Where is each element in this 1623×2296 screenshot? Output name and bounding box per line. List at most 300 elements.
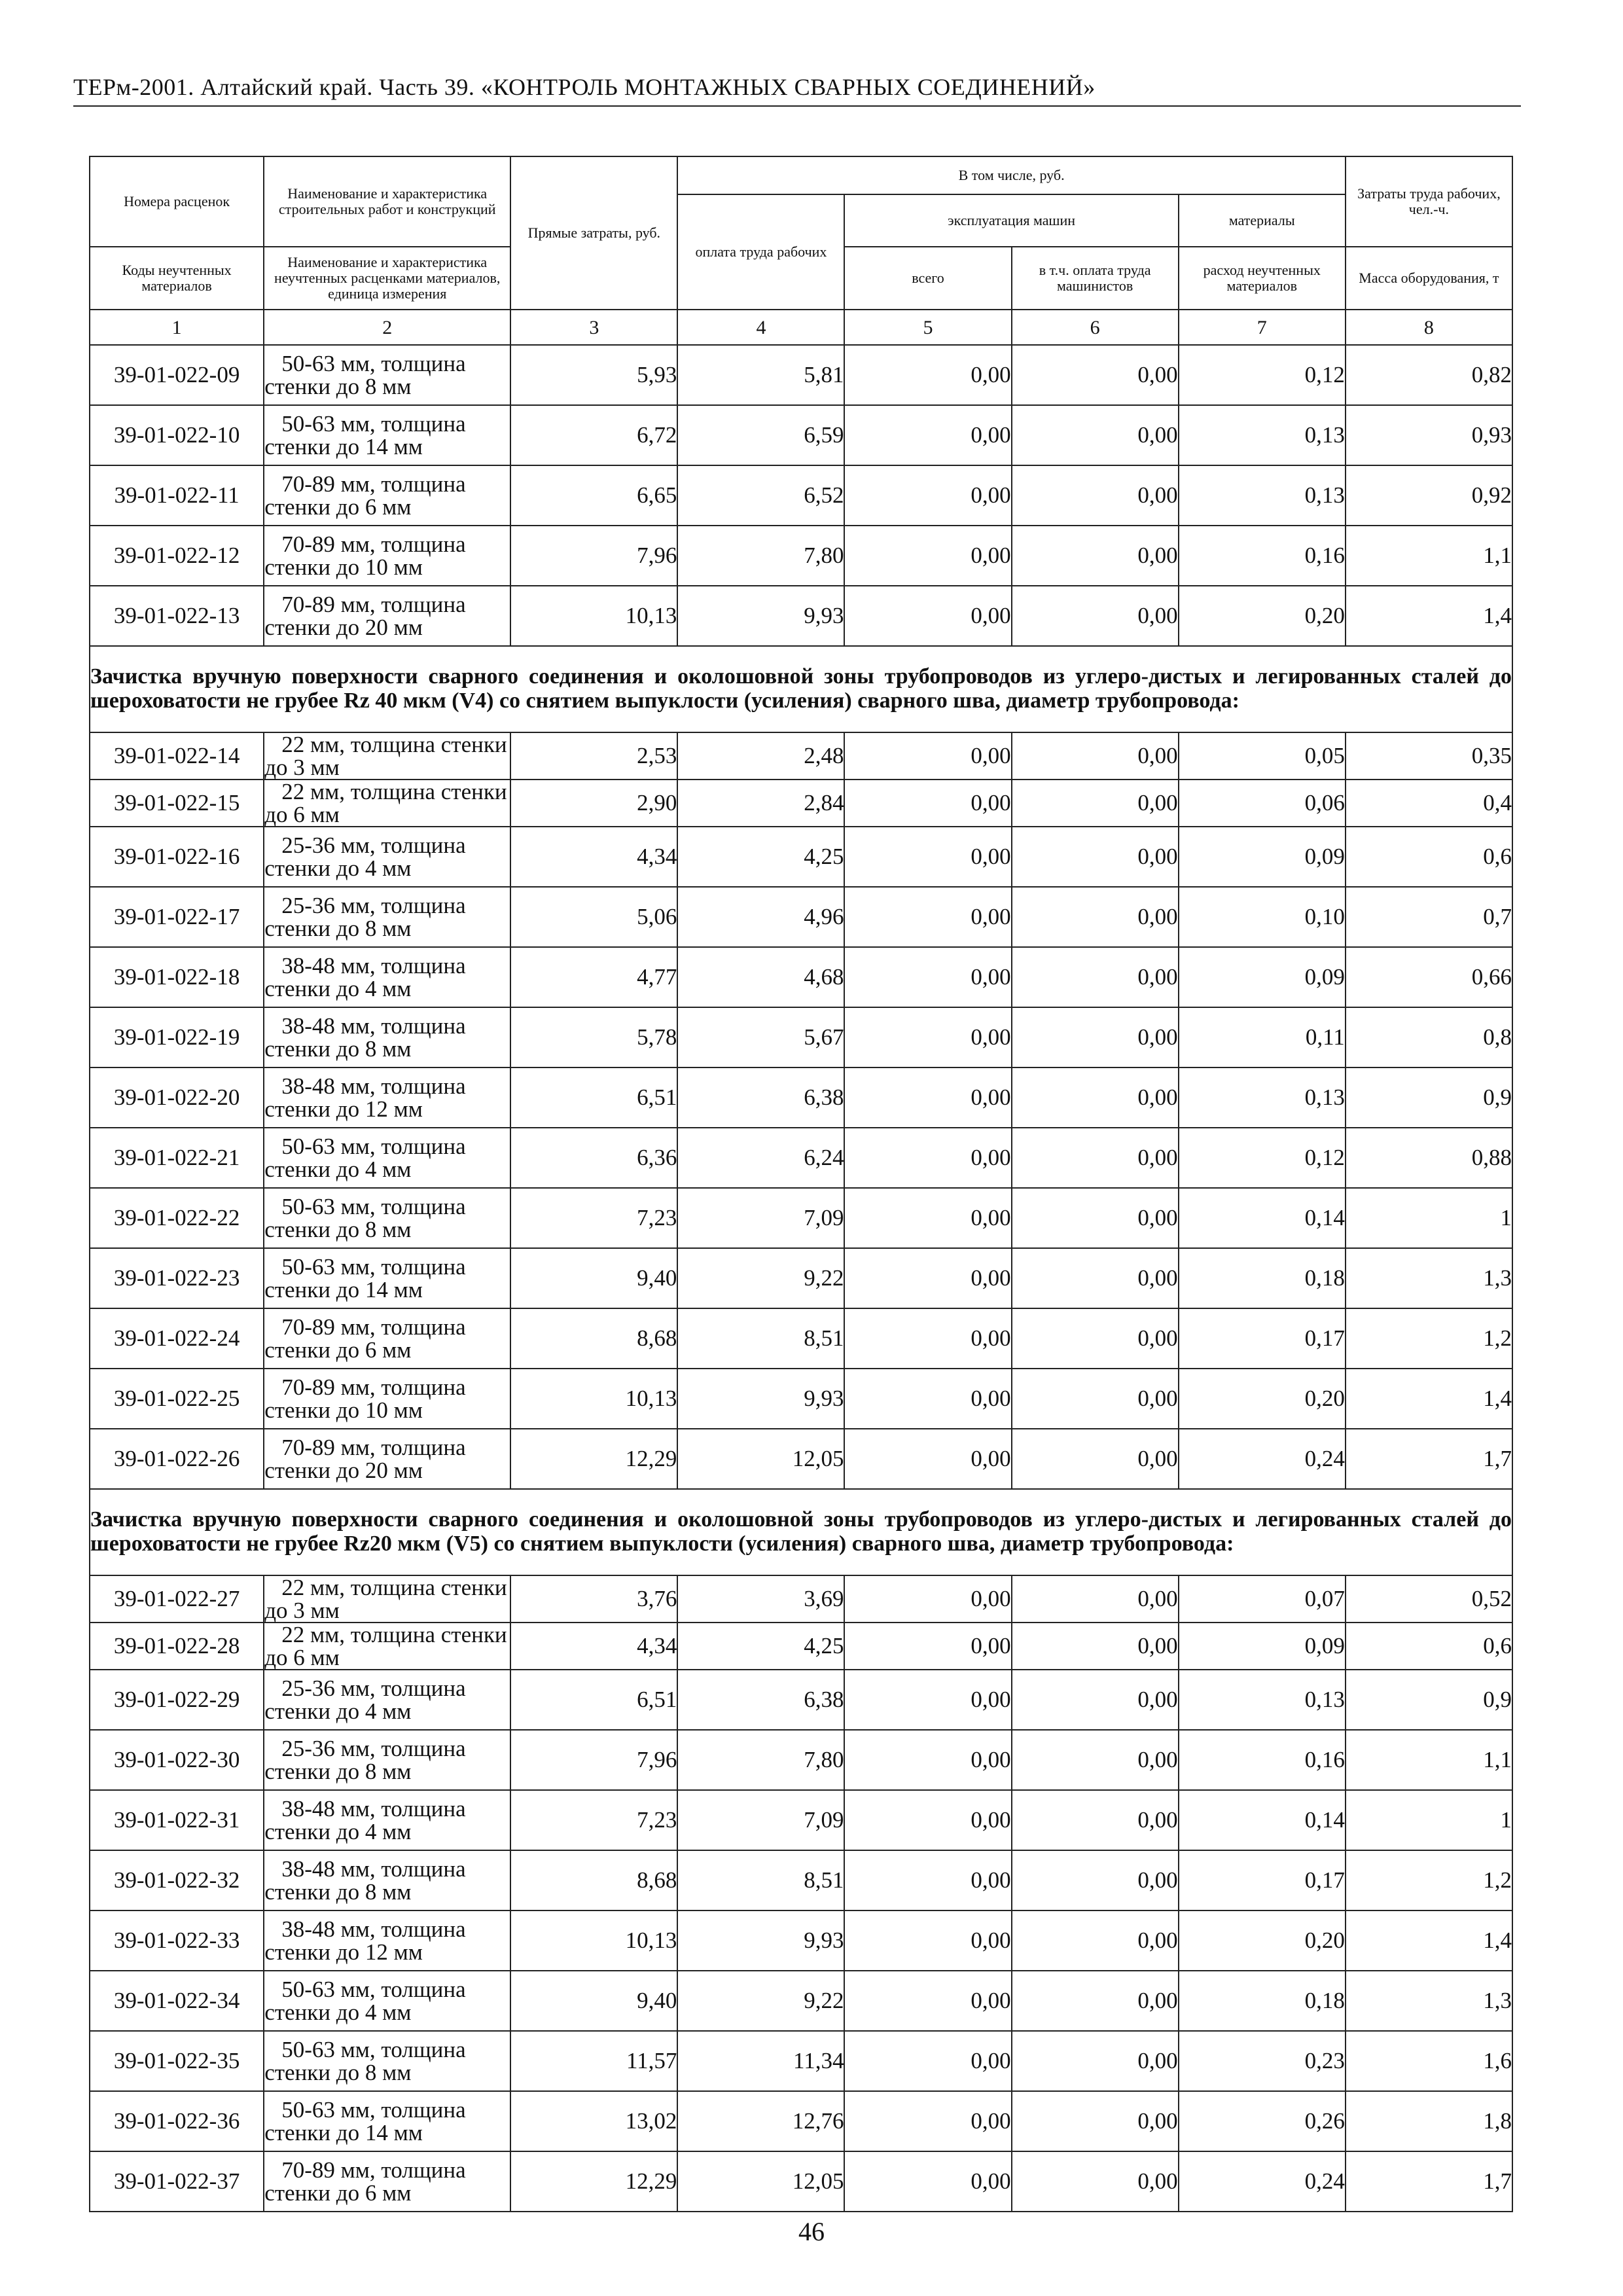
table-row: [90, 1308, 1512, 1369]
work-description-text: 50-63 мм, толщина стенки до 4 мм: [264, 1134, 466, 1182]
cell-labor-hours: 0,52: [1346, 1575, 1512, 1623]
cell-labor-hours: 0,66: [1346, 947, 1512, 1007]
work-description: [264, 465, 510, 526]
rate-code: 39-01-022-26: [90, 1429, 264, 1489]
rate-code: 39-01-022-13: [90, 586, 264, 646]
rate-code: 39-01-022-14: [90, 732, 264, 780]
work-description: [264, 732, 510, 780]
cell-machines: 0,00: [844, 2031, 1011, 2091]
cell-direct: 5,78: [510, 1007, 677, 1067]
work-description-text: 38-48 мм, толщина стенки до 4 мм: [264, 1796, 466, 1844]
rate-code: 39-01-022-33: [90, 1910, 264, 1971]
cell-materials: 0,20: [1179, 1369, 1346, 1429]
table-row: [90, 1067, 1512, 1128]
cell-machines: 0,00: [844, 1429, 1011, 1489]
cell-labor-hours: 1,7: [1346, 1429, 1512, 1489]
cell-machinists: 0,00: [1012, 2151, 1179, 2212]
cell-machines: 0,00: [844, 1850, 1011, 1910]
rate-code: 39-01-022-28: [90, 1623, 264, 1670]
work-description: [264, 405, 510, 465]
table-row: [90, 1429, 1512, 1489]
work-description-text: 22 мм, толщина стенки до 3 мм: [264, 1575, 507, 1623]
table-row: [90, 465, 1512, 526]
cell-direct: 6,72: [510, 405, 677, 465]
work-description-text: 25-36 мм, толщина стенки до 4 мм: [264, 833, 466, 881]
cell-labor-hours: 1,2: [1346, 1308, 1512, 1369]
cell-labor-hours: 0,6: [1346, 827, 1512, 887]
cell-machinists: 0,00: [1012, 1308, 1179, 1369]
table-row: [90, 2151, 1512, 2212]
cell-materials: 0,13: [1179, 405, 1346, 465]
cell-machines: 0,00: [844, 586, 1011, 646]
cell-materials: 0,13: [1179, 465, 1346, 526]
cell-labor: 6,38: [677, 1670, 844, 1730]
rate-code: 39-01-022-29: [90, 1670, 264, 1730]
work-description: [264, 1575, 510, 1623]
work-description-text: 50-63 мм, толщина стенки до 8 мм: [264, 2037, 466, 2085]
cell-materials: 0,13: [1179, 1067, 1346, 1128]
rate-code: 39-01-022-09: [90, 345, 264, 405]
cell-labor: 5,81: [677, 345, 844, 405]
cell-direct: 7,96: [510, 526, 677, 586]
work-description-text: 50-63 мм, толщина стенки до 8 мм: [264, 351, 466, 399]
cell-machinists: 0,00: [1012, 1790, 1179, 1850]
cell-labor-hours: 1: [1346, 1188, 1512, 1248]
cell-machines: 0,00: [844, 1575, 1011, 1623]
col-number: 7: [1179, 310, 1346, 345]
cell-labor-hours: 1: [1346, 1790, 1512, 1850]
header-rate-numbers: Номера расценок: [90, 156, 264, 247]
cell-labor: 7,80: [677, 526, 844, 586]
table-row: [90, 887, 1512, 947]
cell-machines: 0,00: [844, 526, 1011, 586]
table-row: [90, 1188, 1512, 1248]
cell-materials: 0,23: [1179, 2031, 1346, 2091]
rate-code: 39-01-022-21: [90, 1128, 264, 1188]
cell-labor: 9,22: [677, 1971, 844, 2031]
work-description-text: 22 мм, толщина стенки до 6 мм: [264, 1622, 507, 1670]
table-row: [90, 827, 1512, 887]
table-row: [90, 732, 1512, 780]
cell-materials: 0,05: [1179, 732, 1346, 780]
work-description: [264, 1128, 510, 1188]
work-description-text: 70-89 мм, толщина стенки до 20 мм: [264, 1435, 466, 1483]
cell-materials: 0,11: [1179, 1007, 1346, 1067]
cell-direct: 2,90: [510, 780, 677, 827]
cell-materials: 0,14: [1179, 1790, 1346, 1850]
cell-direct: 8,68: [510, 1308, 677, 1369]
cell-labor-hours: 0,93: [1346, 405, 1512, 465]
cell-direct: 6,36: [510, 1128, 677, 1188]
running-head: ТЕРм-2001. Алтайский край. Часть 39. «КОНТРОЛЬ МОНТАЖНЫХ СВАРНЫХ СОЕДИНЕНИЙ»: [73, 74, 1096, 100]
cell-machines: 0,00: [844, 732, 1011, 780]
cell-machinists: 0,00: [1012, 1910, 1179, 1971]
table-row: [90, 2091, 1512, 2151]
cell-materials: 0,07: [1179, 1575, 1346, 1623]
table-body: [90, 345, 1512, 2212]
col-number: 2: [264, 310, 510, 345]
cell-machines: 0,00: [844, 1248, 1011, 1308]
rate-code: 39-01-022-25: [90, 1369, 264, 1429]
cell-materials: 0,24: [1179, 2151, 1346, 2212]
section-row: [90, 1489, 1512, 1575]
work-description-text: 22 мм, толщина стенки до 6 мм: [264, 779, 507, 827]
cell-direct: 9,40: [510, 1971, 677, 2031]
table-row: [90, 1670, 1512, 1730]
cell-direct: 4,34: [510, 827, 677, 887]
cell-machines: 0,00: [844, 947, 1011, 1007]
work-description: [264, 1067, 510, 1128]
header-material-codes: Коды неучтенных материалов: [90, 247, 264, 310]
work-description: [264, 345, 510, 405]
work-description: [264, 1248, 510, 1308]
cell-machines: 0,00: [844, 1971, 1011, 2031]
cell-direct: 7,23: [510, 1188, 677, 1248]
work-description: [264, 586, 510, 646]
work-description-text: 70-89 мм, толщина стенки до 6 мм: [264, 471, 466, 520]
cell-labor: 4,25: [677, 827, 844, 887]
cell-machinists: 0,00: [1012, 1369, 1179, 1429]
cell-direct: 7,96: [510, 1730, 677, 1790]
cell-labor: 5,67: [677, 1007, 844, 1067]
table-row: [90, 1128, 1512, 1188]
work-description-text: 70-89 мм, толщина стенки до 10 мм: [264, 1374, 466, 1423]
col-number: 3: [510, 310, 677, 345]
work-description: [264, 1971, 510, 2031]
work-description-text: 38-48 мм, толщина стенки до 8 мм: [264, 1013, 466, 1062]
cell-labor-hours: 1,2: [1346, 1850, 1512, 1910]
cell-machinists: 0,00: [1012, 526, 1179, 586]
table-row: [90, 1575, 1512, 1623]
cell-machines: 0,00: [844, 1623, 1011, 1670]
cell-labor-hours: 0,4: [1346, 780, 1512, 827]
work-description: [264, 887, 510, 947]
cell-labor-hours: 0,9: [1346, 1067, 1512, 1128]
table-row: [90, 2031, 1512, 2091]
table-row: [90, 405, 1512, 465]
cell-machinists: 0,00: [1012, 732, 1179, 780]
cell-materials: 0,18: [1179, 1971, 1346, 2031]
cell-labor-hours: 0,35: [1346, 732, 1512, 780]
rate-code: 39-01-022-30: [90, 1730, 264, 1790]
cell-machinists: 0,00: [1012, 1248, 1179, 1308]
header-direct-costs: Прямые затраты, руб.: [510, 156, 677, 310]
cell-direct: 8,68: [510, 1850, 677, 1910]
cell-labor-hours: 1,3: [1346, 1971, 1512, 2031]
header-machine-operation: эксплуатация машин: [844, 194, 1178, 247]
cell-labor-hours: 1,4: [1346, 1369, 1512, 1429]
cell-labor-hours: 0,9: [1346, 1670, 1512, 1730]
cell-machines: 0,00: [844, 1188, 1011, 1248]
work-description: [264, 526, 510, 586]
rate-code: 39-01-022-37: [90, 2151, 264, 2212]
header-unaccounted-materials: расход неучтенных материалов: [1179, 247, 1346, 310]
cell-machinists: 0,00: [1012, 465, 1179, 526]
cell-machines: 0,00: [844, 1308, 1011, 1369]
cell-direct: 11,57: [510, 2031, 677, 2091]
cell-machinists: 0,00: [1012, 1575, 1179, 1623]
work-description: [264, 1730, 510, 1790]
cell-machines: 0,00: [844, 1067, 1011, 1128]
cell-direct: 4,34: [510, 1623, 677, 1670]
cell-materials: 0,12: [1179, 1128, 1346, 1188]
cell-materials: 0,20: [1179, 586, 1346, 646]
cell-direct: 9,40: [510, 1248, 677, 1308]
work-description: [264, 1007, 510, 1067]
cell-materials: 0,24: [1179, 1429, 1346, 1489]
cell-labor: 4,25: [677, 1623, 844, 1670]
cell-direct: 12,29: [510, 2151, 677, 2212]
cell-labor: 7,09: [677, 1790, 844, 1850]
cell-labor: 2,84: [677, 780, 844, 827]
cell-machinists: 0,00: [1012, 827, 1179, 887]
work-description-text: 38-48 мм, толщина стенки до 12 мм: [264, 1073, 466, 1122]
cell-machines: 0,00: [844, 1369, 1011, 1429]
work-description: [264, 2031, 510, 2091]
cell-machines: 0,00: [844, 780, 1011, 827]
cell-labor: 9,22: [677, 1248, 844, 1308]
work-description: [264, 1188, 510, 1248]
cell-direct: 10,13: [510, 1910, 677, 1971]
table-row: [90, 1790, 1512, 1850]
cell-direct: 5,93: [510, 345, 677, 405]
cell-direct: 10,13: [510, 1369, 677, 1429]
section-heading: Зачистка вручную поверхности сварного соединения и околошовной зоны трубопроводов из углеро-дистых и легированных сталей до шероховатости не грубее Rz20 мкм (V5) со снятием выпуклости (усиления) сварного шва, диаметр трубопровода:: [90, 1489, 1512, 1575]
cell-direct: 3,76: [510, 1575, 677, 1623]
section-heading: Зачистка вручную поверхности сварного соединения и околошовной зоны трубопроводов из углеро-дистых и легированных сталей до шероховатости не грубее Rz 40 мкм (V4) со снятием выпуклости (усиления) сварного шва, диаметр трубопровода:: [90, 646, 1512, 732]
rate-code: 39-01-022-36: [90, 2091, 264, 2151]
cell-labor-hours: 0,8: [1346, 1007, 1512, 1067]
table-row: [90, 1369, 1512, 1429]
cell-machinists: 0,00: [1012, 1971, 1179, 2031]
cell-machinists: 0,00: [1012, 1623, 1179, 1670]
cell-machinists: 0,00: [1012, 1850, 1179, 1910]
table-row: [90, 1850, 1512, 1910]
cell-labor-hours: 0,82: [1346, 345, 1512, 405]
cell-materials: 0,09: [1179, 1623, 1346, 1670]
cell-materials: 0,17: [1179, 1308, 1346, 1369]
rate-code: 39-01-022-22: [90, 1188, 264, 1248]
table-row: [90, 1971, 1512, 2031]
cell-labor-hours: 1,4: [1346, 586, 1512, 646]
table-header: [90, 156, 1512, 345]
cell-machinists: 0,00: [1012, 1188, 1179, 1248]
cell-direct: 6,65: [510, 465, 677, 526]
cell-machinists: 0,00: [1012, 780, 1179, 827]
work-description: [264, 1429, 510, 1489]
rate-code: 39-01-022-20: [90, 1067, 264, 1128]
col-number: 4: [677, 310, 844, 345]
cell-labor: 12,05: [677, 2151, 844, 2212]
col-number: 6: [1012, 310, 1179, 345]
cell-machinists: 0,00: [1012, 1067, 1179, 1128]
work-description-text: 70-89 мм, толщина стенки до 10 мм: [264, 531, 466, 580]
table-row: [90, 586, 1512, 646]
cell-labor-hours: 1,1: [1346, 1730, 1512, 1790]
rate-code: 39-01-022-15: [90, 780, 264, 827]
work-description-text: 70-89 мм, толщина стенки до 6 мм: [264, 1314, 466, 1363]
table-row: [90, 1623, 1512, 1670]
cell-machinists: 0,00: [1012, 1128, 1179, 1188]
cell-machines: 0,00: [844, 345, 1011, 405]
cell-labor: 4,96: [677, 887, 844, 947]
cell-materials: 0,06: [1179, 780, 1346, 827]
cell-machines: 0,00: [844, 405, 1011, 465]
cell-machines: 0,00: [844, 1670, 1011, 1730]
work-description: [264, 1623, 510, 1670]
cell-labor: 9,93: [677, 1369, 844, 1429]
cell-direct: 6,51: [510, 1670, 677, 1730]
cell-materials: 0,09: [1179, 947, 1346, 1007]
work-description-text: 50-63 мм, толщина стенки до 8 мм: [264, 1194, 466, 1242]
work-description-text: 70-89 мм, толщина стенки до 6 мм: [264, 2157, 466, 2206]
header-work-name: Наименование и характеристика строительных работ и конструкций: [264, 156, 510, 247]
rate-code: 39-01-022-17: [90, 887, 264, 947]
cell-materials: 0,16: [1179, 1730, 1346, 1790]
cell-direct: 4,77: [510, 947, 677, 1007]
rate-code: 39-01-022-31: [90, 1790, 264, 1850]
cell-materials: 0,09: [1179, 827, 1346, 887]
cell-labor: 7,09: [677, 1188, 844, 1248]
page-number: 46: [798, 2217, 825, 2246]
table-row: [90, 780, 1512, 827]
cell-labor: 11,34: [677, 2031, 844, 2091]
table-row: [90, 1248, 1512, 1308]
cell-machines: 0,00: [844, 2151, 1011, 2212]
cell-labor: 6,24: [677, 1128, 844, 1188]
cell-machines: 0,00: [844, 1128, 1011, 1188]
work-description-text: 50-63 мм, толщина стенки до 14 мм: [264, 411, 466, 459]
rate-code: 39-01-022-32: [90, 1850, 264, 1910]
price-table: [89, 156, 1513, 2212]
rate-code: 39-01-022-10: [90, 405, 264, 465]
work-description: [264, 1910, 510, 1971]
table-row: [90, 1910, 1512, 1971]
cell-direct: 12,29: [510, 1429, 677, 1489]
rate-code: 39-01-022-23: [90, 1248, 264, 1308]
cell-machines: 0,00: [844, 887, 1011, 947]
work-description-text: 38-48 мм, толщина стенки до 12 мм: [264, 1916, 466, 1965]
cell-labor-hours: 0,92: [1346, 465, 1512, 526]
cell-labor-hours: 1,1: [1346, 526, 1512, 586]
cell-labor: 3,69: [677, 1575, 844, 1623]
rate-code: 39-01-022-19: [90, 1007, 264, 1067]
cell-labor-hours: 0,6: [1346, 1623, 1512, 1670]
work-description: [264, 947, 510, 1007]
col-number: 5: [844, 310, 1011, 345]
header-material-name: Наименование и характеристика неучтенных расценками материалов, единица измерения: [264, 247, 510, 310]
cell-direct: 7,23: [510, 1790, 677, 1850]
work-description: [264, 1850, 510, 1910]
cell-machines: 0,00: [844, 1910, 1011, 1971]
cell-machinists: 0,00: [1012, 1670, 1179, 1730]
rate-code: 39-01-022-16: [90, 827, 264, 887]
cell-labor-hours: 0,88: [1346, 1128, 1512, 1188]
table-row: [90, 1730, 1512, 1790]
work-description-text: 50-63 мм, толщина стенки до 4 мм: [264, 1977, 466, 2025]
cell-machines: 0,00: [844, 465, 1011, 526]
header-materials: материалы: [1179, 194, 1346, 247]
cell-labor-hours: 1,6: [1346, 2031, 1512, 2091]
cell-direct: 10,13: [510, 586, 677, 646]
work-description-text: 25-36 мм, толщина стенки до 8 мм: [264, 1736, 466, 1784]
header-equipment-mass: Масса оборудования, т: [1346, 247, 1512, 310]
work-description: [264, 780, 510, 827]
cell-materials: 0,20: [1179, 1910, 1346, 1971]
table-row: [90, 345, 1512, 405]
cell-direct: 13,02: [510, 2091, 677, 2151]
cell-machinists: 0,00: [1012, 586, 1179, 646]
cell-machinists: 0,00: [1012, 2091, 1179, 2151]
work-description: [264, 827, 510, 887]
work-description: [264, 2151, 510, 2212]
rate-code: 39-01-022-34: [90, 1971, 264, 2031]
rate-code: 39-01-022-24: [90, 1308, 264, 1369]
cell-labor-hours: 1,3: [1346, 1248, 1512, 1308]
cell-machines: 0,00: [844, 1730, 1011, 1790]
cell-materials: 0,18: [1179, 1248, 1346, 1308]
header-including: В том числе, руб.: [677, 156, 1345, 194]
table-row: [90, 1007, 1512, 1067]
cell-machines: 0,00: [844, 1007, 1011, 1067]
header-rule: [73, 105, 1521, 107]
cell-machinists: 0,00: [1012, 947, 1179, 1007]
cell-materials: 0,10: [1179, 887, 1346, 947]
cell-labor: 6,38: [677, 1067, 844, 1128]
work-description-text: 25-36 мм, толщина стенки до 8 мм: [264, 893, 466, 941]
cell-labor: 8,51: [677, 1850, 844, 1910]
work-description-text: 38-48 мм, толщина стенки до 8 мм: [264, 1856, 466, 1905]
cell-direct: 6,51: [510, 1067, 677, 1128]
cell-direct: 2,53: [510, 732, 677, 780]
rate-code: 39-01-022-18: [90, 947, 264, 1007]
header-total: всего: [844, 247, 1011, 310]
cell-labor: 6,52: [677, 465, 844, 526]
cell-machinists: 0,00: [1012, 405, 1179, 465]
work-description: [264, 2091, 510, 2151]
header-labor-costs: Затраты труда рабочих, чел.-ч.: [1346, 156, 1512, 247]
cell-labor: 9,93: [677, 1910, 844, 1971]
col-number: 8: [1346, 310, 1512, 345]
cell-machines: 0,00: [844, 827, 1011, 887]
work-description-text: 70-89 мм, толщина стенки до 20 мм: [264, 592, 466, 640]
work-description-text: 38-48 мм, толщина стенки до 4 мм: [264, 953, 466, 1001]
cell-labor: 6,59: [677, 405, 844, 465]
cell-machines: 0,00: [844, 2091, 1011, 2151]
cell-materials: 0,13: [1179, 1670, 1346, 1730]
cell-direct: 5,06: [510, 887, 677, 947]
cell-machinists: 0,00: [1012, 1429, 1179, 1489]
rate-code: 39-01-022-11: [90, 465, 264, 526]
header-labor-pay: оплата труда рабочих: [677, 194, 844, 310]
cell-labor: 8,51: [677, 1308, 844, 1369]
work-description-text: 25-36 мм, толщина стенки до 4 мм: [264, 1676, 466, 1724]
work-description-text: 22 мм, толщина стенки до 3 мм: [264, 732, 507, 780]
cell-machinists: 0,00: [1012, 1007, 1179, 1067]
cell-machinists: 0,00: [1012, 887, 1179, 947]
cell-materials: 0,14: [1179, 1188, 1346, 1248]
work-description: [264, 1790, 510, 1850]
table-row: [90, 526, 1512, 586]
work-description: [264, 1670, 510, 1730]
work-description: [264, 1369, 510, 1429]
cell-labor: 2,48: [677, 732, 844, 780]
cell-machinists: 0,00: [1012, 2031, 1179, 2091]
cell-machines: 0,00: [844, 1790, 1011, 1850]
col-number: 1: [90, 310, 264, 345]
cell-labor-hours: 1,4: [1346, 1910, 1512, 1971]
work-description-text: 50-63 мм, толщина стенки до 14 мм: [264, 1254, 466, 1302]
